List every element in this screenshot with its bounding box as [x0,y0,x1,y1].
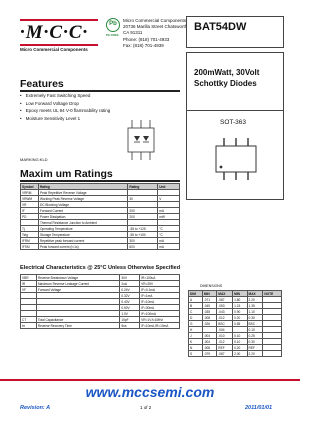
cell: .004 [217,327,233,333]
pb-free-label: Pb FREE [106,33,119,37]
cell-value: -55 to +150 [128,232,158,238]
address-line: CA 91311 [123,30,143,36]
cell-condition: IF=1mA [140,293,180,299]
electrical-characteristics-title: Electrical Characteristics @ 25°C Unless Otherwise Specified [20,265,181,271]
cell: C [189,309,203,315]
feature-item: • Extremely Fast Switching Speed [20,92,110,100]
cell: 1.35 [247,303,263,309]
cell: K [189,339,203,345]
cell-symbol: VRWM [21,196,39,202]
cell: 2.20 [247,351,263,357]
cell-value: 200 [128,214,158,220]
address-line: 20736 Marilla Street Chatsworth [123,24,188,30]
cell-symbol: IFSM [21,244,39,250]
header-cell: Symbol [21,184,39,190]
cell-value: 1.0V [120,311,140,317]
cell-unit: mA [158,244,180,250]
cell: 0.30 [247,339,263,345]
description-line-2: Schottky Diodes [194,79,257,88]
cell-rating: DC Blocking Voltage [38,202,127,208]
cell: .026 [202,321,216,327]
cell-rating: Storage Temperature [38,232,127,238]
cell-value: 10pF [120,317,140,323]
cell: .012 [217,315,233,321]
cell: REF [247,345,263,351]
dimensions-title: DIMENSIONS [200,284,223,288]
cell: .008 [202,345,216,351]
pinout-schematic [110,118,174,164]
cell-condition: IR=100uA [140,275,180,281]
cell: .004 [202,333,216,339]
cell-rating: Operating Temperature [38,226,127,232]
features-list [20,92,110,122]
cell-symbol: IFRM [21,238,39,244]
cell-unit: V [158,196,180,202]
cell-value: -55 to +125 [128,226,158,232]
cell: 0.25 [247,333,263,339]
cell: 0.10 [247,327,263,333]
cell-rating: Forward Current [38,208,127,214]
header-cell: MAX [217,291,233,297]
address-line: Micro Commercial Components [123,18,187,23]
cell-symbol: IR [21,281,37,287]
cell-parameter: Maximum Reverse Leakage Current [36,281,119,287]
logo-top-line [20,19,98,21]
cell-parameter: Reverse Breakdown Voltage [36,275,119,281]
table-row [21,323,180,329]
header-cell: Rating [128,184,158,190]
revision-label: Revision: A [20,405,51,411]
cell-value: 5ns [120,323,140,329]
cell-condition: IF=0.1mA [140,287,180,293]
table-row [189,351,282,357]
cell-condition: VR=25V [140,281,180,287]
cell-rating: Power Dissipation [38,214,127,220]
package-outline-drawing [194,130,278,196]
cell: .053 [217,303,233,309]
cell-value: 300 [128,238,158,244]
cell: .010 [217,333,233,339]
cell-rating: Working Peak Reverse Voltage [38,196,127,202]
header-cell: MIN [202,291,216,297]
header-cell: DIM [189,291,203,297]
cell-value: 0.24V [120,287,140,293]
logo-subtitle: Micro Commercial Components [20,47,88,52]
cell-unit: mA [158,238,180,244]
feature-item: • Moisture Sensitivity Level 1 [20,115,110,123]
website-link[interactable]: www.mccsemi.com [85,384,215,400]
cell-condition: IF=30mA [140,305,180,311]
address-line: Phone: (818) 701-4933 [123,36,170,42]
cell-symbol: VRRM [21,190,39,196]
cell-value: 0.40V [120,299,140,305]
cell-unit: mW [158,214,180,220]
cell-symbol: VBR [21,275,37,281]
header-cell: MIN [233,291,247,297]
cell: H [189,327,203,333]
cell: .079 [202,351,216,357]
cell: .087 [217,351,233,357]
cell-condition: VR=1V,f=1MHz [140,317,180,323]
cell-parameter: Reverse Recovery Time [36,323,119,329]
cell: 0.65 [233,321,247,327]
electrical-characteristics-table [20,274,180,329]
mcc-logo: ·M·C·C· [20,22,89,43]
cell-value: 0.50V [120,305,140,311]
part-number: BAT54DW [194,21,247,33]
dimensions-table [188,290,282,357]
cell-rating: Repetitive peak forward current [38,238,127,244]
header-cell: MAX [247,291,263,297]
cell-unit: °C [158,232,180,238]
cell: N [189,345,203,351]
cell: A [189,297,203,303]
cell-parameter: Forward Voltage [36,287,119,293]
pb-free-icon: Pb [106,18,120,32]
cell: REF [217,345,233,351]
cell: BSC [217,321,233,327]
cell-value: 2uA [120,281,140,287]
cell-unit: °C [158,226,180,232]
cell-value: 30 [128,196,158,202]
address-line: Fax: (818) 701-4939 [123,42,164,48]
cell: G [189,321,203,327]
cell-value: 0.32V [120,293,140,299]
cell-symbol: Tstg [21,232,39,238]
header-cell: NOTE [263,291,282,297]
cell: 2.00 [233,351,247,357]
features-title: Features [20,78,64,90]
cell: 0.30 [247,315,263,321]
cell: 2.20 [247,297,263,303]
cell-symbol: VF [21,287,37,293]
package-name: SOT-363 [220,119,247,126]
cell: .004 [202,339,216,345]
cell-value: 200 [128,208,158,214]
cell-symbol: CT [21,317,37,323]
cell-symbol: Tj [21,226,39,232]
table-row [21,244,180,250]
cell: .087 [217,297,233,303]
cell: .008 [202,315,216,321]
cell: B [189,303,203,309]
cell: J [189,333,203,339]
cell: 1.10 [247,309,263,315]
product-description [194,67,259,89]
cell: 1.15 [233,303,247,309]
cell: 0.10 [233,333,247,339]
page-number: 1 of 2 [140,405,152,410]
cell: .012 [217,339,233,345]
cell-value: 600 [128,244,158,250]
cell: D [189,315,203,321]
marking-code: MARKING:KLD [20,157,48,162]
cell: .071 [202,297,216,303]
feature-item: • Epoxy meets UL 94 V-0 flammability rating [20,107,110,115]
footer-divider [0,379,300,381]
cell-symbol: IF [21,208,39,214]
cell-unit: mA [158,208,180,214]
cell-condition: IF=10mA,IR=10mA [140,323,180,329]
cell: .035 [202,309,216,315]
cell [263,351,282,357]
description-line-1: 200mWatt, 30Volt [194,68,260,77]
cell-condition: IF=10mA [140,299,180,305]
cell: 0.90 [233,309,247,315]
logo-bottom-line [20,44,98,46]
cell: 0.10 [233,339,247,345]
company-address [123,18,187,49]
max-ratings-title: Maxim um Ratings [20,168,113,180]
cell-condition: IF=100mA [140,311,180,317]
cell: .043 [217,309,233,315]
max-ratings-underline [20,180,180,182]
feature-item: • Low Forward Voltage Drop [20,100,110,108]
cell-parameter: Total Capacitance [36,317,119,323]
cell-symbol: PD [21,214,39,220]
cell-rating: Thermal Resistance Junction to Ambient [38,220,127,226]
cell-rating: Peak Repetitive Reverse Voltage [38,190,127,196]
max-ratings-table [20,183,180,250]
revision-date: 2011/01/01 [245,405,273,411]
cell-symbol: VR [21,202,39,208]
header-cell: Rating [38,184,127,190]
cell: BSC [247,321,263,327]
cell-value: 30V [120,275,140,281]
description-divider [186,110,284,111]
cell-symbol: trr [21,323,37,329]
cell: 1.80 [233,297,247,303]
header-cell: Unit [158,184,180,190]
cell: S [189,351,203,357]
cell-rating: Peak forward current (t<1s) [38,244,127,250]
cell: 0.20 [233,315,247,321]
cell: .045 [202,303,216,309]
cell: 0.20 [233,345,247,351]
